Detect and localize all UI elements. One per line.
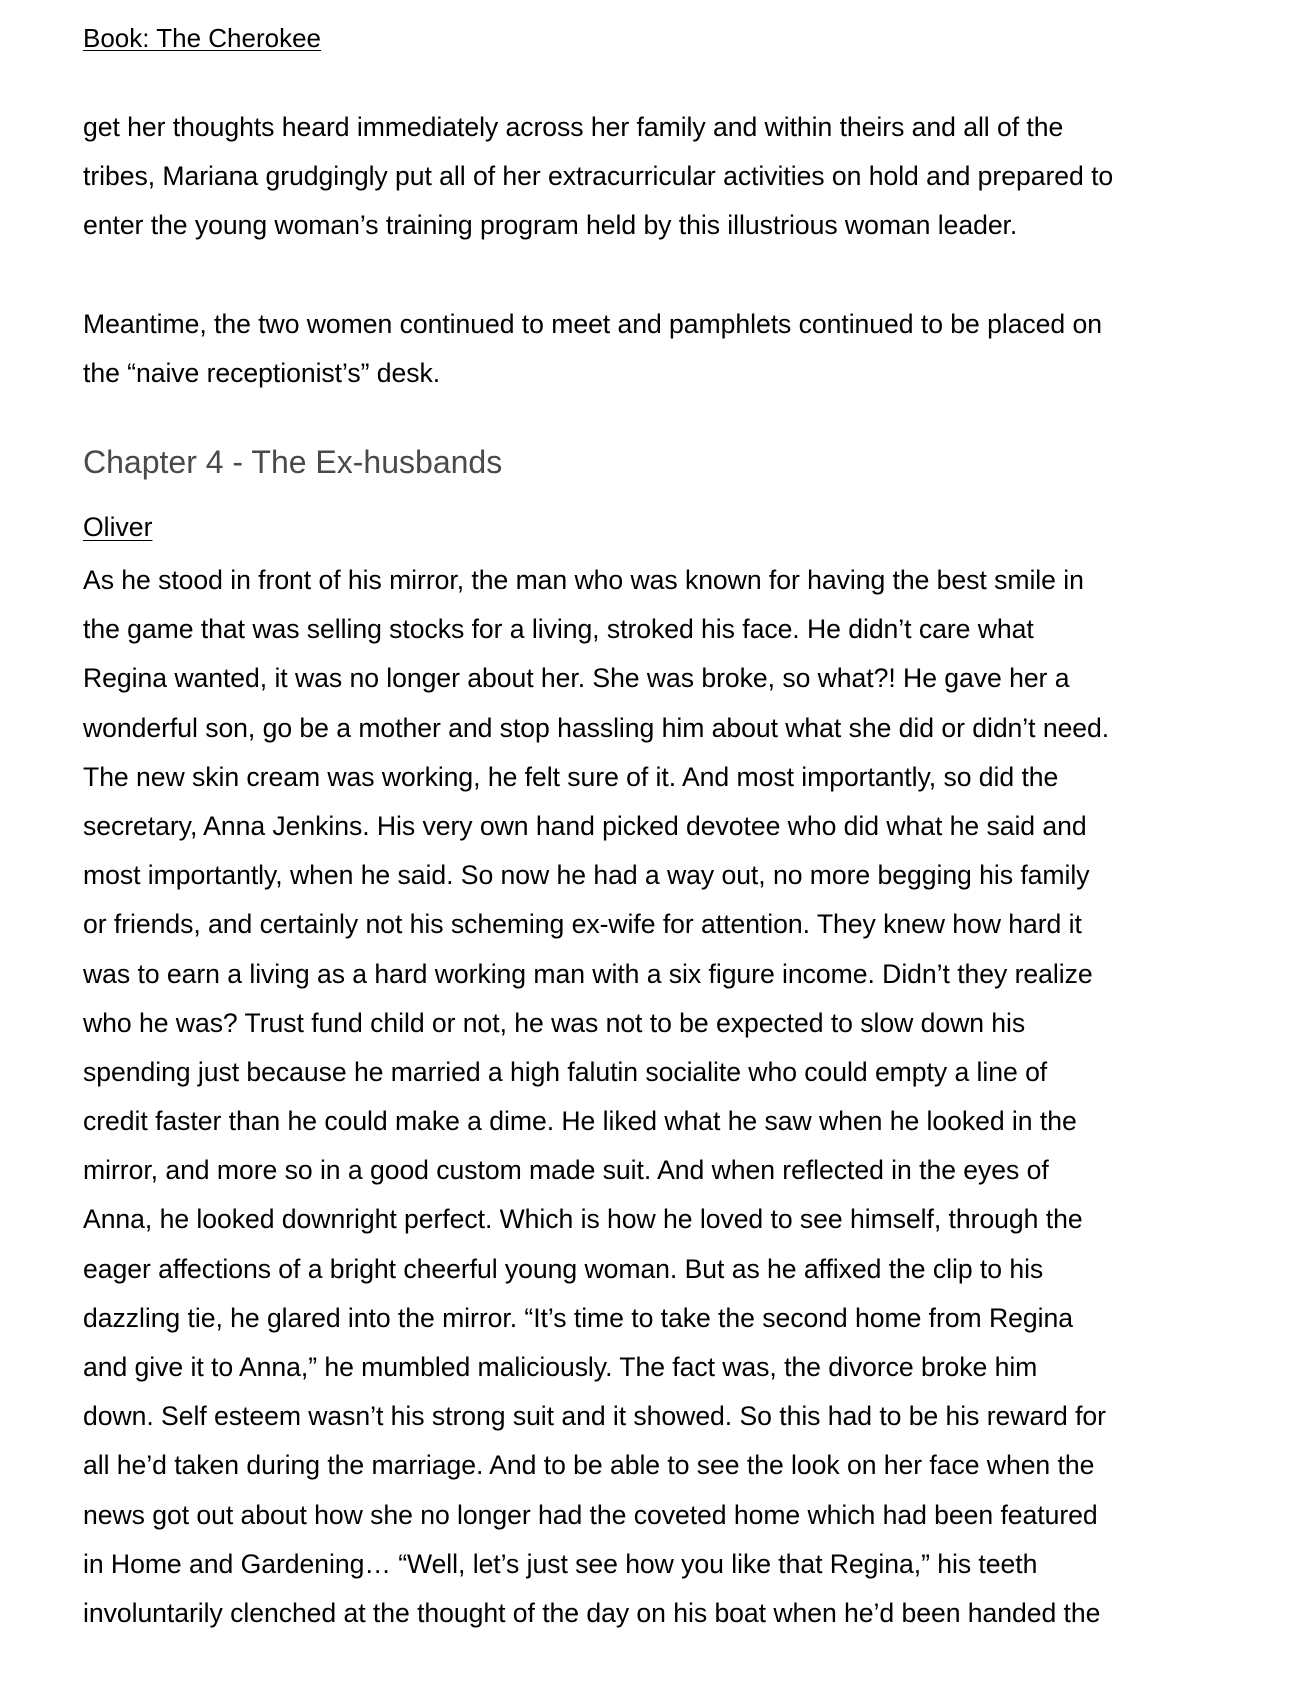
- book-title-header: Book: The Cherokee: [83, 23, 321, 53]
- paragraph-line: tribes, Mariana grudgingly put all of her extracurricular activities on hold and prepared to: [83, 161, 1114, 192]
- paragraph-line: get her thoughts heard immediately across her family and within theirs and all of the: [83, 112, 1064, 142]
- paragraph-line: Regina wanted, it was no longer about her. She was broke, so what?! He gave her a: [83, 663, 1070, 694]
- paragraph-line: As he stood in front of his mirror, the man who was known for having the best smile in: [83, 565, 1084, 595]
- paragraph-line: Meantime, the two women continued to meet and pamphlets continued to be placed on: [83, 309, 1102, 339]
- paragraph-line: all he’d taken during the marriage. And to be able to see the look on her face when the: [83, 1450, 1095, 1481]
- paragraph-3: [83, 556, 1109, 1638]
- paragraph-line: news got out about how she no longer had the coveted home which had been featured: [83, 1499, 1098, 1530]
- paragraph-line: down. Self esteem wasn’t his strong suit and it showed. So this had to be his reward for: [83, 1401, 1106, 1432]
- paragraph-line: the game that was selling stocks for a living, stroked his face. He didn’t care what: [83, 614, 1034, 645]
- chapter-heading: Chapter 4 - The Ex-husbands: [83, 444, 503, 480]
- paragraph-line: eager affections of a bright cheerful young woman. But as he affixed the clip to his: [83, 1253, 1044, 1284]
- paragraph-line: credit faster than he could make a dime. He liked what he saw when he looked in the: [83, 1106, 1077, 1137]
- paragraph-line: or friends, and certainly not his scheming ex-wife for attention. They knew how hard it: [83, 909, 1082, 940]
- paragraph-line: dazzling tie, he glared into the mirror. “It’s time to take the second home from Regina: [83, 1302, 1073, 1333]
- paragraph-line: and give it to Anna,” he mumbled maliciously. The fact was, the divorce broke him: [83, 1352, 1038, 1382]
- paragraph-line: was to earn a living as a hard working man with a six figure income. Didn’t they realize: [83, 958, 1093, 989]
- section-heading-oliver: Oliver: [83, 512, 153, 542]
- paragraph-line: spending just because he married a high falutin socialite who could empty a line of: [83, 1056, 1048, 1087]
- paragraph-line: mirror, and more so in a good custom made suit. And when reflected in the eyes of: [83, 1155, 1049, 1186]
- paragraph-line: who he was? Trust fund child or not, he was not to be expected to slow down his: [83, 1007, 1026, 1038]
- paragraph-line: in Home and Gardening… “Well, let’s just see how you like that Regina,” his teeth: [83, 1548, 1038, 1579]
- paragraph-line: Anna, he looked downright perfect. Which is how he loved to see himself, through the: [83, 1204, 1083, 1235]
- paragraph-line: the “naive receptionist’s” desk.: [83, 358, 441, 389]
- paragraph-line: secretary, Anna Jenkins. His very own hand picked devotee who did what he said and: [83, 810, 1087, 841]
- paragraph-line: wonderful son, go be a mother and stop hassling him about what she did or didn’t need.: [83, 712, 1110, 743]
- paragraph-line: involuntarily clenched at the thought of the day on his boat when he’d been handed the: [83, 1597, 1101, 1628]
- paragraph-line: enter the young woman’s training program held by this illustrious woman leader.: [83, 210, 1018, 241]
- paragraph-1: [83, 103, 1113, 251]
- paragraph-line: most importantly, when he said. So now he had a way out, no more begging his family: [83, 860, 1090, 891]
- paragraph-2: [83, 300, 1102, 398]
- paragraph-line: The new skin cream was working, he felt sure of it. And most importantly, so did the: [83, 761, 1059, 792]
